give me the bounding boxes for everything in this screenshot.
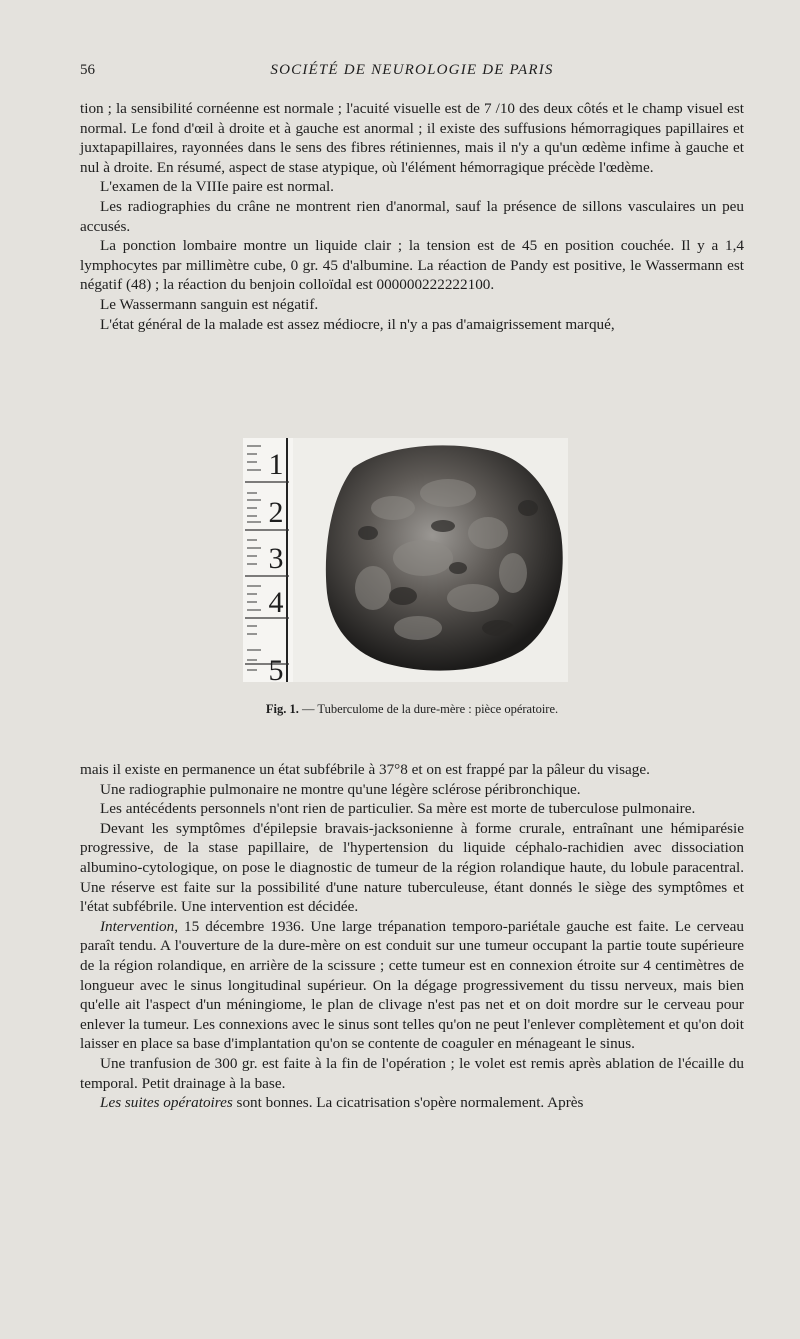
body-text-bottom	[80, 760, 744, 1113]
paragraph: tion ; la sensibilité cornéenne est normale ; l'acuité visuelle est de 7 /10 des deux côtés et le champ visuel est normal. Le fond d'œil à droite et à gauche est anormal ; il existe des suffusions hémorragiques papillaires et juxtapapillaires, rayonnées dans le sens des fibres rétiniennes, mais il n'y a qu'un œdème infime à gauche et nul à droite. En résumé, aspect de stase atypique, où l'élément hémorragique précède l'œdème.	[80, 100, 744, 176]
paragraph: L'examen de la VIIIe paire est normal.	[100, 178, 334, 196]
figure-caption-text: — Tuberculome de la dure-mère : pièce opératoire.	[301, 702, 559, 716]
paragraph: Une radiographie pulmonaire ne montre qu'une légère sclérose péribronchique.	[100, 780, 581, 798]
paragraph: La ponction lombaire montre un liquide clair ; la tension est de 45 en position couchée. Il y a 1,4 lymphocytes par millimètre cube, 0 gr. 45 d'albumine. La réaction de Pandy est positive, le Wassermann est négatif (48) ; la réaction du benjoin colloïdal est 000000222222100.	[80, 237, 744, 294]
ruler-number: 1	[268, 448, 284, 481]
paragraph: Les antécédents personnels n'ont rien de particulier. Sa mère est morte de tuberculose pulmonaire.	[100, 800, 696, 818]
ruler-number: 4	[268, 586, 284, 619]
intervention-text: 15 décembre 1936. Une large trépanation temporo-pariétale gauche est faite. Le cerveau paraît tendu. A l'ouverture de la dure-mère on est conduit sur une tumeur occupant la partie toute supérieure de la région rolandique, en arrière de la scissure ; cette tumeur est en connexion étroite sur 4 centimètres de longueur avec le sinus longitudinal supérieur. On la dégage progressivement du tissu nerveux, mais bien qu'elle ait l'aspect d'un méningiome, le plan de clivage n'est pas net et on doit mordre sur le cerveau pour enlever la tumeur. Les connexions avec le sinus sont telles qu'on ne peut l'enlever complètement et qu'on doit laisser en place sa base d'implantation qu'on se contente de coaguler en ménageant le sinus.	[80, 917, 744, 1053]
paragraph: L'état général de la malade est assez médiocre, il n'y a pas d'amaigrissement marqué,	[100, 315, 615, 333]
measuring-ruler	[243, 438, 293, 682]
paragraph: Une tranfusion de 300 gr. est faite à la fin de l'opération ; le volet est remis après ablation de l'écaille du temporal. Petit drainage à la base.	[80, 1054, 744, 1092]
paragraph: Devant les symptômes d'épilepsie bravais-jacksonienne à forme crurale, entraînant une hémiparésie progressive, de la stase papillaire, de l'hypertension du liquide céphalo-rachidien avec dissociation albumino-cytologique, on pose le diagnostic de tumeur de la région rolandique haute, du lobule paracentral. Une réserve est faite sur la possibilité d'une nature tuberculeuse, étant donnés le siège des symptômes et l'état subfébrile. Une intervention est décidée.	[80, 819, 744, 916]
page-number: 56	[80, 62, 95, 78]
ruler-number: 3	[268, 542, 284, 575]
paragraph: mais il existe en permanence un état subfébrile à 37°8 et on est frappé par la pâleur du visage.	[80, 761, 650, 778]
running-title: SOCIÉTÉ DE NEUROLOGIE DE PARIS	[270, 62, 554, 78]
suites-label: Les suites opératoires	[100, 1094, 233, 1112]
figure-label: Fig. 1.	[265, 702, 299, 716]
body-text-top	[80, 99, 744, 334]
running-header	[80, 62, 744, 86]
intervention-label: Intervention,	[100, 917, 179, 935]
specimen-photograph	[243, 438, 568, 682]
tumor-specimen	[326, 445, 563, 670]
ruler-number: 2	[268, 496, 284, 529]
ruler-number: 5	[268, 654, 284, 682]
paragraph-intervention	[80, 917, 744, 1054]
figure-caption	[80, 702, 744, 717]
paragraph-suites	[80, 1093, 744, 1113]
suites-text: sont bonnes. La cicatrisation s'opère normalement. Après	[232, 1094, 584, 1112]
paragraph: Le Wassermann sanguin est négatif.	[100, 295, 319, 313]
figure-tumor-photo	[243, 438, 568, 682]
paragraph: Les radiographies du crâne ne montrent rien d'anormal, sauf la présence de sillons vasculaires un peu accusés.	[80, 197, 744, 235]
